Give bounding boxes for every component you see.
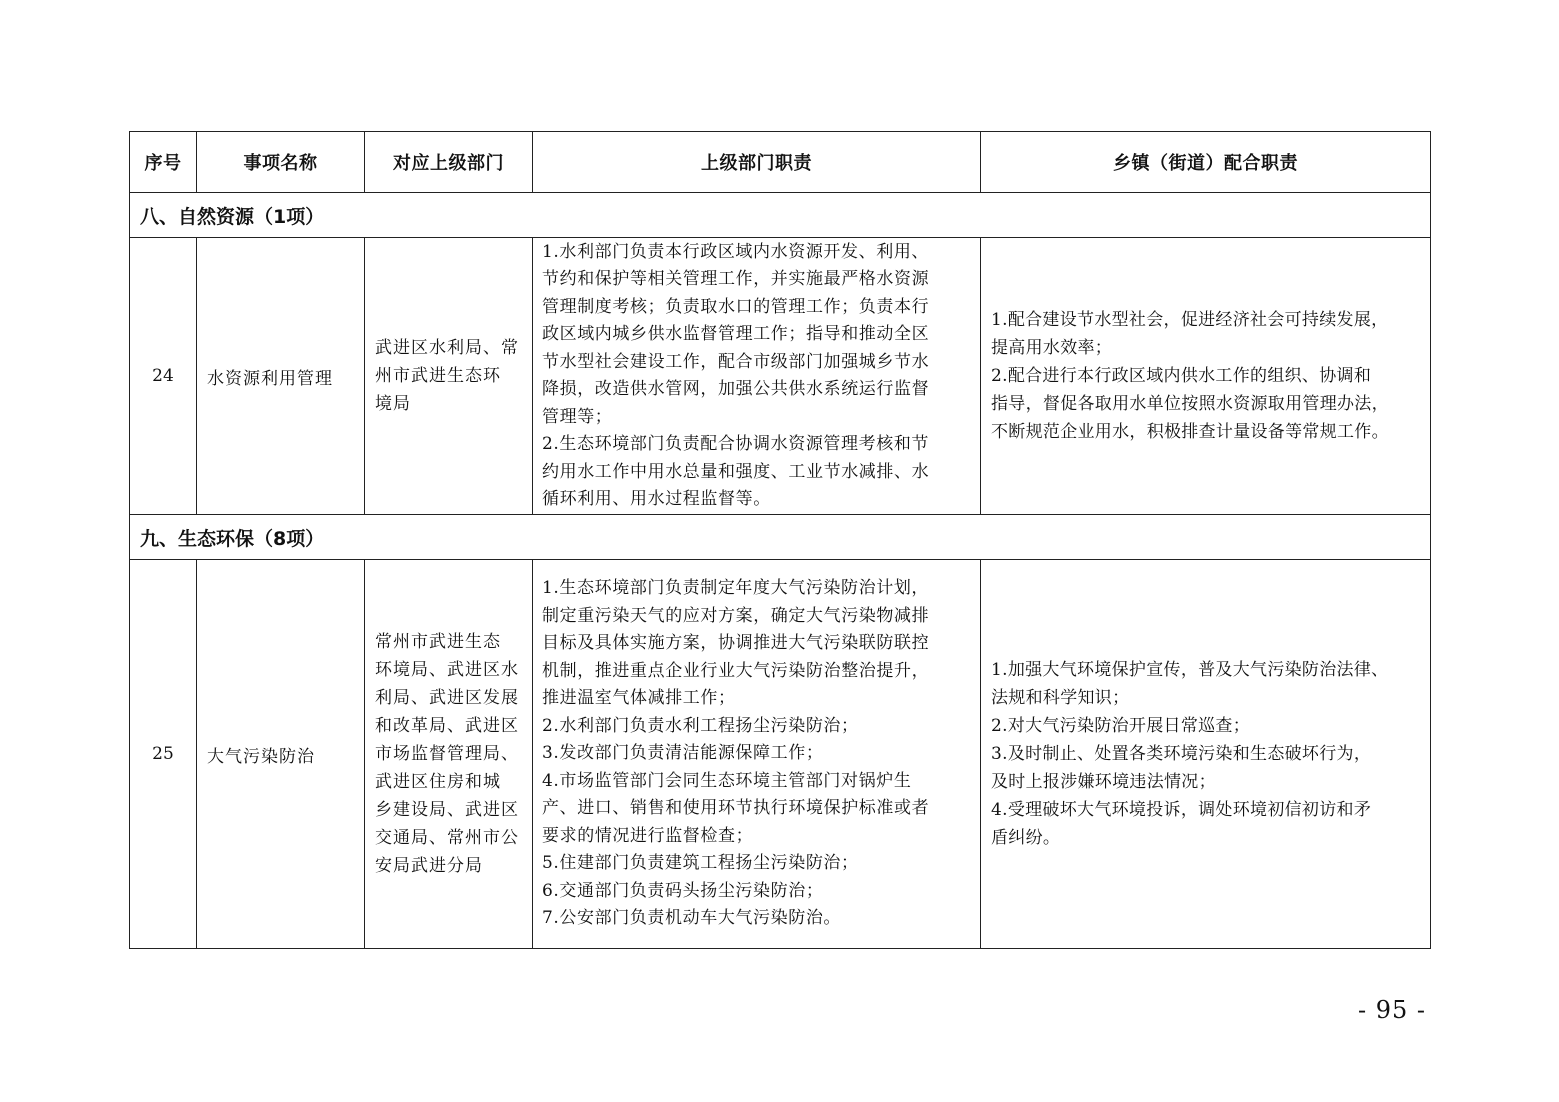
header-item-name: 事项名称 xyxy=(197,132,365,193)
town-duty-line: 2.配合进行本行政区域内供水工作的组织、协调和 xyxy=(991,366,1372,386)
town-duty-line: 4.受理破坏大气环境投诉，调处环境初信初访和矛 xyxy=(991,800,1372,820)
duty-line: 6.交通部门负责码头扬尘污染防治； xyxy=(542,880,824,901)
header-upper-duty: 上级部门职责 xyxy=(533,132,981,193)
duty-line: 产、进口、销售和使用环节执行环境保护标准或者 xyxy=(542,798,930,819)
town-duty-line: 法规和科学知识； xyxy=(991,688,1130,708)
duty-line: 7.公安部门负责机动车大气污染防治。 xyxy=(542,908,842,929)
town-duty-line: 不断规范企业用水，积极排查计量设备等常规工作。 xyxy=(991,422,1389,442)
duty-line: 1.水利部门负责本行政区域内水资源开发、利用、 xyxy=(542,241,930,262)
duty-line: 约用水工作中用水总量和强度、工业节水减排、水 xyxy=(542,461,930,482)
town-duty-line: 盾纠纷。 xyxy=(991,828,1061,848)
dept-line: 市场监督管理局、 xyxy=(375,744,519,764)
town-duty-line: 及时上报涉嫌环境违法情况； xyxy=(991,772,1216,792)
row-upper-dept xyxy=(365,560,533,949)
duty-line: 要求的情况进行监督检查； xyxy=(542,825,754,846)
duty-line: 降损，改造供水管网，加强公共供水系统运行监督 xyxy=(542,379,930,399)
duty-line: 2.生态环境部门负责配合协调水资源管理考核和节 xyxy=(542,434,930,454)
town-duty-line: 2.对大气污染防治开展日常巡查； xyxy=(991,716,1251,736)
row-index: 24 xyxy=(130,238,197,515)
duty-line: 循环利用、用水过程监督等。 xyxy=(542,489,771,509)
dept-line: 交通局、常州市公 xyxy=(375,828,519,848)
duty-line: 制定重污染天气的应对方案，确定大气污染物减排 xyxy=(542,605,930,626)
section-title: 八、自然资源（1项） xyxy=(130,193,1431,238)
duty-line: 管理等； xyxy=(542,406,613,427)
section-row-natural-resources xyxy=(130,193,1431,238)
section-row-eco-protection xyxy=(130,515,1431,560)
row-item-name: 水资源利用管理 xyxy=(197,238,365,515)
dept-line: 境局 xyxy=(375,394,411,414)
dept-line: 和改革局、武进区 xyxy=(375,716,519,736)
row-item-name: 大气污染防治 xyxy=(197,560,365,949)
duty-line: 节水型社会建设工作，配合市级部门加强城乡节水 xyxy=(542,351,930,372)
dept-line: 乡建设局、武进区 xyxy=(375,800,519,820)
dept-line: 州市武进生态环 xyxy=(375,366,501,386)
duty-line: 目标及具体实施方案，协调推进大气污染联防联控 xyxy=(542,633,930,654)
row-index: 25 xyxy=(130,560,197,949)
duty-line: 节约和保护等相关管理工作，并实施最严格水资源 xyxy=(542,269,930,289)
town-duty-line: 提高用水效率； xyxy=(991,338,1113,358)
responsibility-table xyxy=(129,131,1431,949)
row-town-duty xyxy=(981,238,1431,515)
town-duty-line: 3.及时制止、处置各类环境污染和生态破坏行为， xyxy=(991,744,1372,764)
duty-line: 政区域内城乡供水监督管理工作；指导和推动全区 xyxy=(542,324,930,344)
duty-line: 5.住建部门负责建筑工程扬尘污染防治； xyxy=(542,853,859,874)
dept-line: 武进区水利局、常 xyxy=(375,338,519,358)
duty-line: 推进温室气体减排工作； xyxy=(542,688,736,709)
town-duty-line: 1.加强大气环境保护宣传，普及大气污染防治法律、 xyxy=(991,660,1389,680)
duty-line: 3.发改部门负责清洁能源保障工作； xyxy=(542,743,824,764)
town-duty-line: 1.配合建设节水型社会，促进经济社会可持续发展， xyxy=(991,310,1389,330)
page-number: - 95 - xyxy=(1358,996,1427,1024)
header-index: 序号 xyxy=(130,132,197,193)
dept-line: 利局、武进区发展 xyxy=(375,688,519,708)
row-upper-dept xyxy=(365,238,533,515)
duty-line: 管理制度考核；负责取水口的管理工作；负责本行 xyxy=(542,296,930,317)
table-row xyxy=(130,238,1431,515)
table-row xyxy=(130,560,1431,949)
duty-line: 2.水利部门负责水利工程扬尘污染防治； xyxy=(542,715,859,736)
dept-line: 常州市武进生态 xyxy=(375,632,501,652)
dept-line: 安局武进分局 xyxy=(375,856,483,876)
header-upper-dept: 对应上级部门 xyxy=(365,132,533,193)
dept-line: 武进区住房和城 xyxy=(375,772,501,792)
row-upper-duty xyxy=(533,238,981,515)
row-upper-duty xyxy=(533,560,981,949)
town-duty-line: 指导，督促各取用水单位按照水资源取用管理办法， xyxy=(991,394,1389,414)
row-town-duty xyxy=(981,560,1431,949)
header-town-duty: 乡镇（街道）配合职责 xyxy=(981,132,1431,193)
section-title: 九、生态环保（8项） xyxy=(130,515,1431,560)
duty-line: 4.市场监管部门会同生态环境主管部门对锅炉生 xyxy=(542,770,912,791)
header-row xyxy=(130,132,1431,193)
dept-line: 环境局、武进区水 xyxy=(375,660,519,680)
duty-line: 机制，推进重点企业行业大气污染防治整治提升， xyxy=(542,660,930,681)
duty-line: 1.生态环境部门负责制定年度大气污染防治计划， xyxy=(542,578,930,599)
